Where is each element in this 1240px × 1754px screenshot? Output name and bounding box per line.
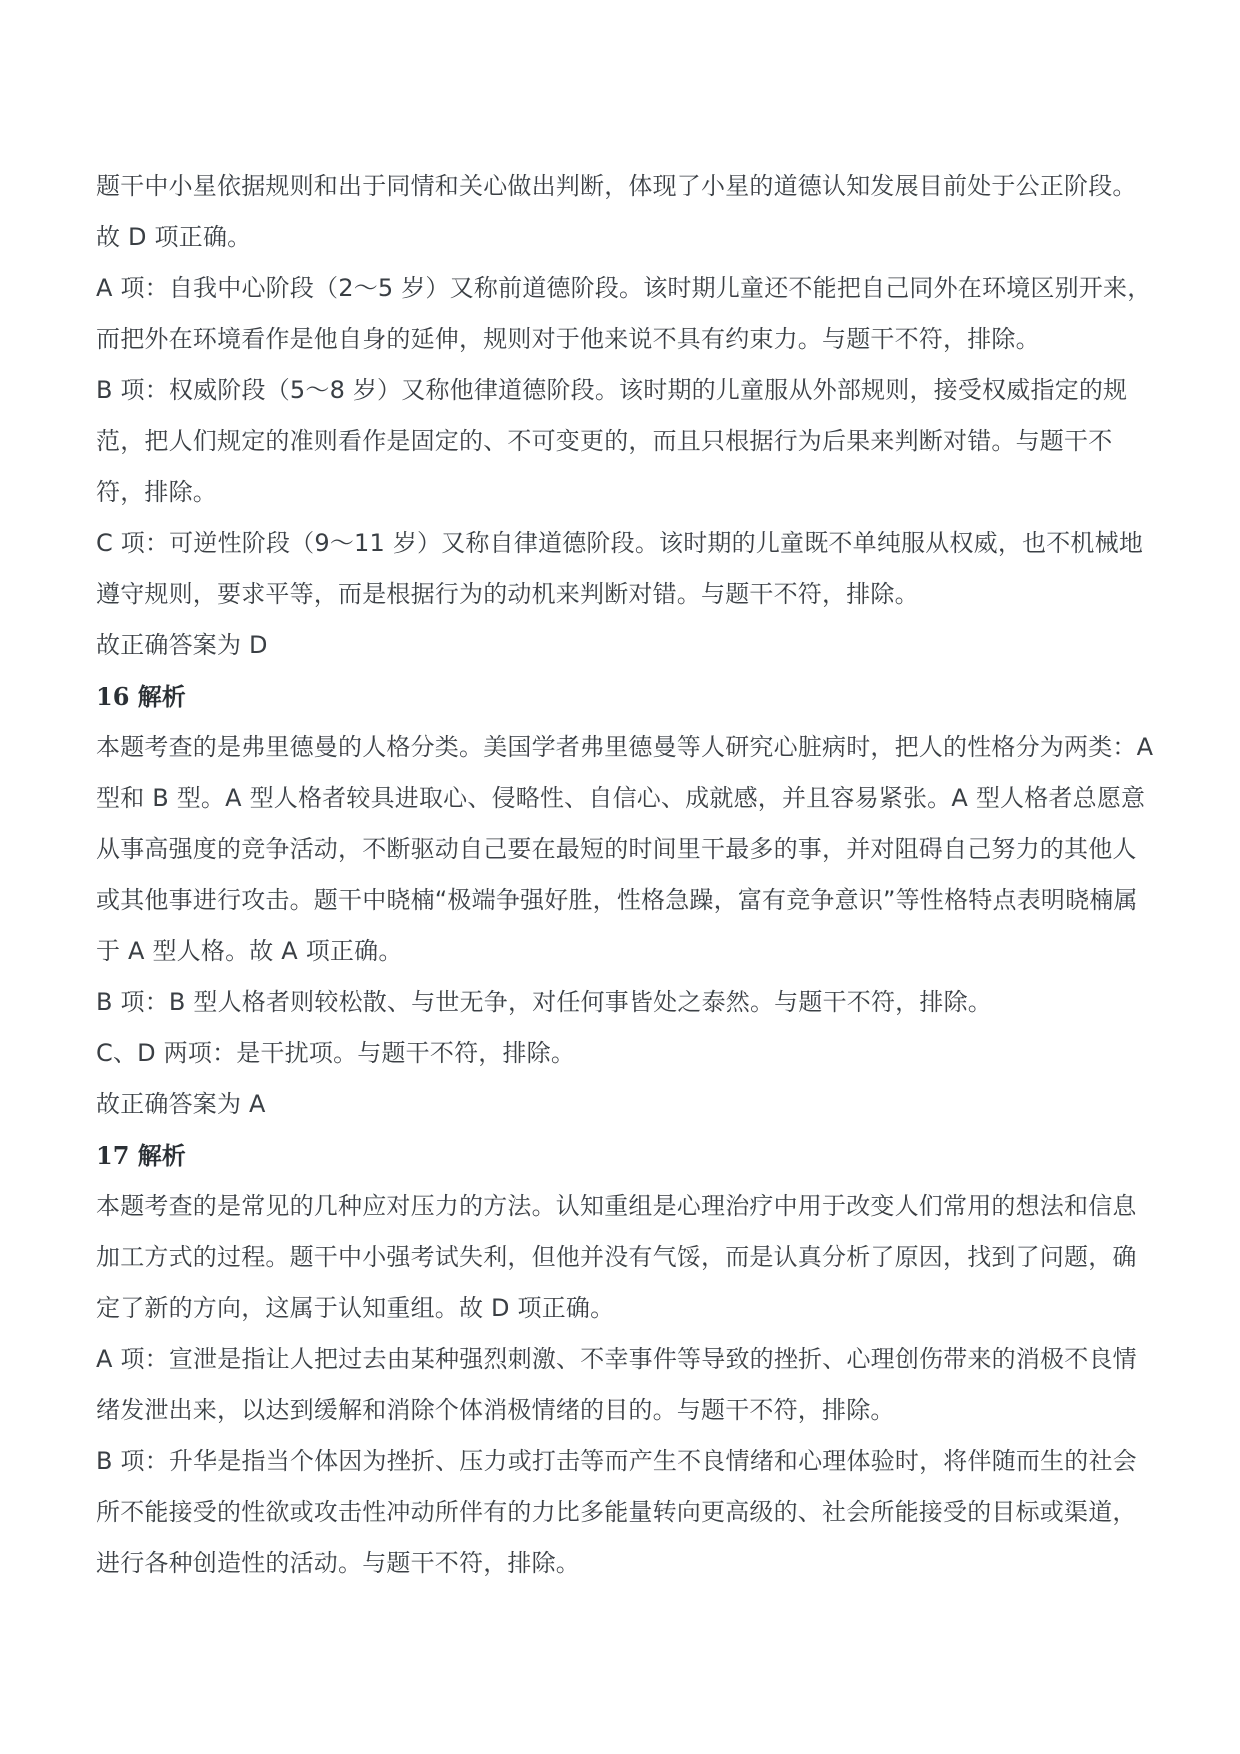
paragraph-option-b: B 项：B 型人格者则较松散、与世无争，对任何事皆处之泰然。与题干不符，排除。: [96, 988, 992, 1016]
section-heading-17: 17 解析: [96, 1141, 186, 1170]
paragraph-option-cd: C、D 两项：是干扰项。与题干不符，排除。: [96, 1039, 576, 1067]
document-body: [96, 161, 1156, 1589]
answer-line: 故正确答案为 D: [96, 631, 268, 659]
paragraph-option-b: B 项：升华是指当个体因为挫折、压力或打击等而产生不良情绪和心理体验时，将伴随而生的社会所不能接受的性欲或攻击性冲动所伴有的力比多能量转向更高级的、社会所能接受的目标或渠道，进行各种创造性的活动。与题干不符，排除。: [96, 1447, 1137, 1577]
section-heading-16: 16 解析: [96, 682, 186, 711]
paragraph-explanation: 本题考查的是常见的几种应对压力的方法。认知重组是心理治疗中用于改变人们常用的想法和信息加工方式的过程。题干中小强考试失利，但他并没有气馁，而是认真分析了原因，找到了问题，确定了新的方向，这属于认知重组。故 D 项正确。: [96, 1192, 1137, 1322]
paragraph-option-a: A 项：自我中心阶段（2～5 岁）又称前道德阶段。该时期儿童还不能把自己同外在环境区别开来，而把外在环境看作是他自身的延伸，规则对于他来说不具有约束力。与题干不符，排除。: [96, 274, 1152, 353]
answer-line: 故正确答案为 A: [96, 1090, 266, 1118]
paragraph-option-c: C 项：可逆性阶段（9～11 岁）又称自律道德阶段。该时期的儿童既不单纯服从权威，也不机械地遵守规则，要求平等，而是根据行为的动机来判断对错。与题干不符，排除。: [96, 529, 1144, 608]
paragraph-explanation: 本题考查的是弗里德曼的人格分类。美国学者弗里德曼等人研究心脏病时，把人的性格分为两类：A 型和 B 型。A 型人格者较具进取心、侵略性、自信心、成就感，并且容易紧张。A 型人格者总愿意从事高强度的竞争活动，不断驱动自己要在最短的时间里干最多的事，并对阻碍自己努力的其他人或其他事进行攻击。题干中晓楠“极端争强好胜，性格急躁，富有竞争意识”等性格特点表明晓楠属于 A 型人格。故 A 项正确。: [96, 733, 1154, 965]
paragraph-option-a: A 项：宣泄是指让人把过去由某种强烈刺激、不幸事件等导致的挫折、心理创伤带来的消极不良情绪发泄出来，以达到缓解和消除个体消极情绪的目的。与题干不符，排除。: [96, 1345, 1137, 1424]
paragraph-conclusion-stage: 题干中小星依据规则和出于同情和关心做出判断，体现了小星的道德认知发展目前处于公正阶段。故 D 项正确。: [96, 172, 1137, 251]
paragraph-option-b: B 项：权威阶段（5～8 岁）又称他律道德阶段。该时期的儿童服从外部规则，接受权威指定的规范，把人们规定的准则看作是固定的、不可变更的，而且只根据行为后果来判断对错。与题干不符，排除。: [96, 376, 1128, 506]
